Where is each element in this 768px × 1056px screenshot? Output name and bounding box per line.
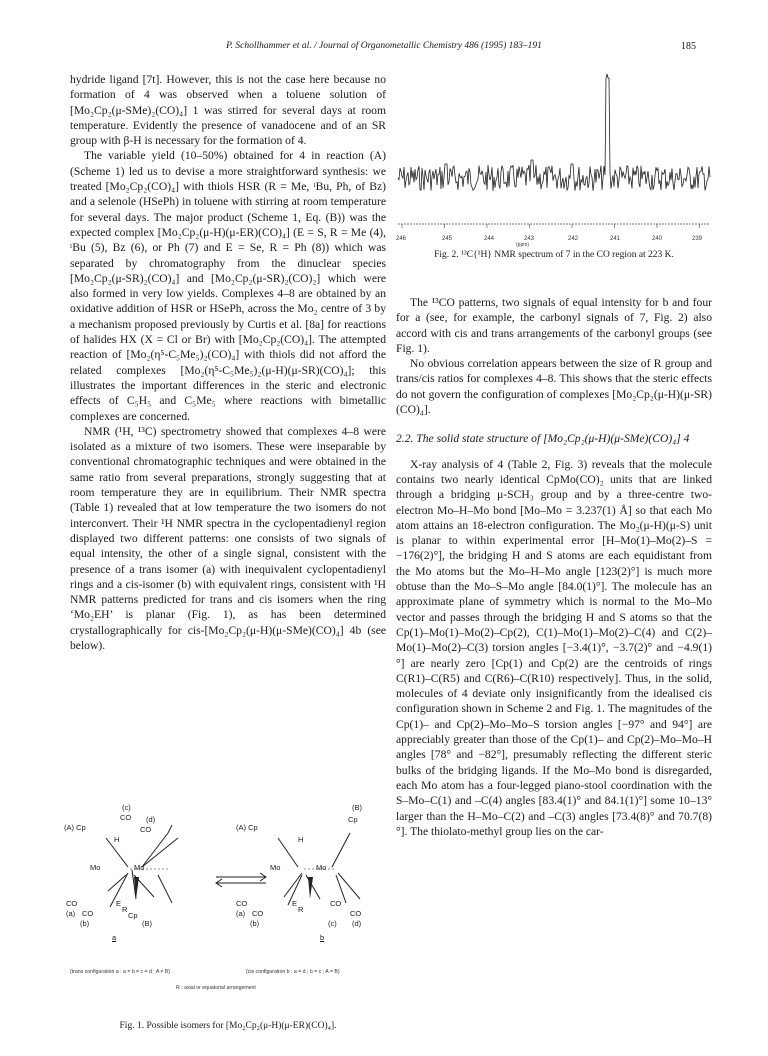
label: Mo — [270, 863, 281, 872]
label: (b) — [250, 919, 260, 928]
left-column — [70, 72, 386, 653]
tick-label: 244 — [484, 236, 495, 242]
label: CO — [252, 909, 264, 918]
label: Mo — [134, 863, 145, 872]
label: CO — [140, 825, 152, 834]
label: R — [298, 905, 304, 914]
paragraph: The variable yield (10–50%) obtained for 4 in reaction (A) (Scheme 1) led us to devise a more straightforward synthesis: we treated [Mo₂Cp₂(CO)₄] with thiols HSR (R = Me, ᵗBu, Ph, of Bz) and a selenole (HSePh) in toluene with stirring at room temperature for several days. The major product (Scheme 1, Eq. (B)) was the expected complex [Mo₂Cp₂(μ-H)(μ-ER)(CO)₄] (E = S, R = Me (4), ᵗBu (5), Bz (6), or Ph (7) and E = Se, R = Ph (8)) which was separated by chromatography from the dinuclear species [Mo₂Cp₂(μ-SR)₂(CO)₄] and [Mo₂Cp₂(μ-SR)₂(CO)₂] which were also formed in very low yields. Complexes 4–8 are obtained by an oxidative addition of HSR or HSePh, across the Mo₂ centre of 3 by a mechanism proposed previously by Curtis et al. [8a] for reactions of halides HX (X = Cl or Br) with [Mo₂Cp₂(CO)₄]. The attempted reaction of [Mo₂(η⁵-C₅Me₅)₂(CO)₄] with thiols did not afford the related complexes [Mo₂(η⁵-C₅Me₅)₂(μ-H)(μ-SR)(CO)₄]; this illustrates the important differences in the steric and electronic effects of C₅H₅ and C₅Me₅ where reactions with bimetallic complexes are concerned. — [70, 149, 386, 423]
label: (a) — [66, 909, 76, 918]
label: Mo — [90, 863, 101, 872]
tick-label: 246 — [396, 236, 407, 242]
right-column — [396, 295, 712, 839]
tick-label: 241 — [610, 236, 621, 242]
paragraph: The ¹³CO patterns, two signals of equal intensity for b and four for a (see, for example, the carbonyl signals of 7, Fig. 2) also accord with cis and trans arrangements of the carbonyl groups (see Fig. 1). — [396, 296, 712, 355]
label: E — [292, 899, 298, 908]
label: a — [112, 933, 117, 942]
spectrum-trace — [398, 74, 710, 191]
figure-2-caption: Fig. 2. ¹³C{¹H} NMR spectrum of 7 in the CO region at 223 K. — [434, 250, 674, 260]
label: H — [114, 835, 120, 844]
paragraph: hydride ligand [7t]. However, this is not the case here because no formation of 4 was observed when a toluene solution of [Mo₂Cp₂(μ-SMe)₂(CO)₄] 1 was stirred for several days at room temperature. Evidently the presence of vanadocene and of an SR group with β-H is necessary for the formation of 4. — [70, 73, 386, 148]
label: CO — [82, 909, 94, 918]
label: Cp — [348, 815, 358, 824]
label: Mo — [316, 863, 327, 872]
label: H — [298, 835, 304, 844]
cis-note: (cis configuration b : a = d ; b = c ; A = B) — [246, 969, 340, 975]
running-head-text: P. Schollhammer et al. / Journal of Organometallic Chemistry 486 (1995) 183–191 — [226, 41, 542, 51]
tick-label: 245 — [442, 236, 453, 242]
page-number: 185 — [681, 41, 696, 52]
paragraph: NMR (¹H, ¹³C) spectrometry showed that complexes 4–8 were isolated as a mixture of two isomers. These were inseparable by conventional chromatographic techniques and were obtained in the same ratio from several preparations, strongly suggesting that at room temperature they are in equilibrium. Their NMR spectra (Table 1) revealed that at low temperature the two isomers do not interconvert. Their ¹H NMR spectra in the cyclopentadienyl region displayed two different patterns: one consists of two signals of equal intensity, the other of a single signal, consistent with the presence of a trans isomer (a) with inequivalent cyclopentadienyl rings and a cis-isomer (b) with equivalent rings, consistent with ¹H NMR patterns predicted for trans and cis isomers when the ring ‘Mo₂EH’ is planar (Fig. 1), as has been determined crystallographically for cis-[Mo₂Cp₂(μ-H)(μ-SMe)(CO)₄] 4b (see below). — [70, 424, 386, 652]
label: CO — [66, 899, 78, 908]
label: CO — [120, 813, 132, 822]
label: Cp — [128, 911, 138, 920]
tick-label: 239 — [692, 236, 703, 242]
label: CO — [330, 899, 342, 908]
axis-ticks — [402, 224, 700, 228]
label: (B) — [142, 919, 152, 928]
nmr-spectrum — [396, 72, 712, 247]
equilibrium-arrows — [216, 873, 266, 887]
tick-label: 243 — [524, 236, 535, 242]
figure-1 — [64, 795, 386, 1035]
label: (c) — [328, 919, 337, 928]
running-head — [0, 41, 768, 51]
label: (A) Cp — [64, 823, 86, 832]
label: R — [122, 905, 128, 914]
axis-unit: (ppm) — [516, 242, 530, 248]
paragraph: No obvious correlation appears between the size of R group and trans/cis ratios for complexes 4–8. This shows that the steric effects do not govern the configuration of complexes [Mo₂Cp₂(μ-H)(μ-SR)(CO)₄]. — [396, 357, 712, 417]
label: (A) Cp — [236, 823, 258, 832]
label: CO — [236, 899, 248, 908]
section-heading: 2.2. The solid state structure of [Mo₂Cp₂(μ-H)(μ-SMe)(CO)₄] 4 — [396, 432, 690, 446]
label: (a) — [236, 909, 246, 918]
label: b — [320, 933, 325, 942]
label: (d) — [352, 919, 362, 928]
label: (d) — [146, 815, 156, 824]
label: E — [116, 899, 122, 908]
cis-wedge — [308, 877, 313, 899]
label: (b) — [80, 919, 90, 928]
r-note: R : axial or equatorial arrangement — [176, 985, 256, 991]
tick-label: 242 — [568, 236, 579, 242]
figure-1-caption: Fig. 1. Possible isomers for [Mo₂Cp₂(μ-H)(μ-ER)(CO)₄]. — [119, 1021, 337, 1031]
label: (c) — [122, 803, 131, 812]
label: (B) — [352, 803, 362, 812]
tick-label: 240 — [652, 236, 663, 242]
trans-note: (trans configuration a : a = b ≠ c = d ; A ≠ B) — [70, 969, 170, 975]
label: CO — [350, 909, 362, 918]
paragraph: X-ray analysis of 4 (Table 2, Fig. 3) reveals that the molecule contains two nearly identical CpMo(CO)₂ units that are linked through a bridging μ-SCH₃ group and by a three-centre two-electron Mo–H–Mo bond [Mo–Mo = 3.237(1) Å] so that each Mo atom attains an 18-electron configuration. The Mo₂(μ-H)(μ-S) unit is planar to within experimental error [H–Mo(1)–Mo(2)–S = −176(2)°], the bridging H and S atoms are each equidistant from the Mo atoms but the Mo–H–Mo angle [123(2)°] is much more obtuse than the Mo–S–Mo angle [84.0(1)°]. The molecule has an approximate plane of symmetry which is normal to the Mo–Mo vector and passes through the bridging H and S atoms so that the Cp(1)–Mo(1)–Mo(2)–Cp(2), C(1)–Mo(1)–Mo(2)–C(4) and C(2)–Mo(1)–Mo(2)–C(3) torsion angles [−3.4(1)°, −3.7(2)° and −4.9(1)°] are nearly zero [Cp(1) and Cp(2) are the centroids of rings C(R1)–C(R5) and C(R6)–C(R10) respectively]. Thus, in the solid, molecules of 4 deviate only insignificantly from the idealised cis configuration shown in Scheme 2 and Fig. 1. The magnitudes of the Cp(1)– and Cp(2)–Mo–Mo–S torsion angles [−97° and 94°] are appreciably greater than those of the Cp(1)– and Cp(2)–Mo–Mo–H angles [78° and −82°], presumably reflecting the different steric bulks of the bridging ligands. If the Mo–Mo bond is disregarded, each Mo atom has a four-legged piano-stool coordination with the S–Mo–C(1) and –C(4) angles [83.4(1)° and 84.1(1)°] some 10–13° larger than the H–Mo–C(2) and –C(3) angles [73.4(8)° and 70.7(8)°]. The thiolato-methyl group lies on the car- — [396, 457, 712, 838]
figure-2 — [396, 72, 712, 282]
